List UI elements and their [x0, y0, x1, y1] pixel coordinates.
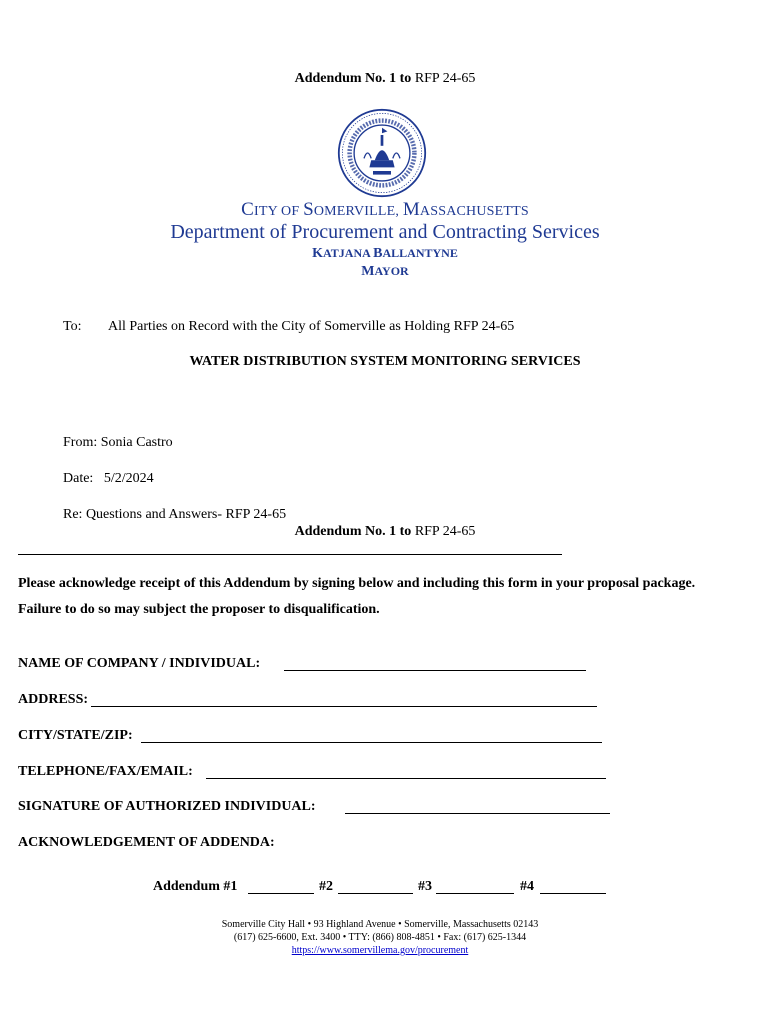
footer-address: Somerville City Hall • 93 Highland Avenue • Somerville, Massachusetts 02143 — [221, 919, 539, 930]
mayor-title-text: AYOR — [374, 264, 409, 278]
mayor-title — [0, 264, 770, 280]
telephone-field-line[interactable] — [206, 778, 606, 779]
to-label: To: — [63, 319, 82, 334]
city-text-ity-of: ITY OF — [253, 204, 304, 219]
city-state-zip-field-line[interactable] — [141, 742, 602, 743]
city-text-omerville: OMERVILLE, — [313, 204, 403, 219]
memo-addendum — [0, 524, 770, 540]
header-addendum-label: Addendum No. 1 to — [294, 71, 412, 86]
company-field-label: NAME OF COMPANY / INDIVIDUAL: — [18, 656, 261, 671]
city-of-somerville-seal-icon — [337, 108, 427, 198]
mayor-text-atjana: ATJANA — [323, 246, 374, 260]
memo-rfp-ref: RFP 24-65 — [414, 524, 476, 539]
telephone-field-label: TELEPHONE/FAX/EMAIL: — [18, 764, 193, 779]
department-name: Department of Procurement and Contracting Services — [170, 221, 600, 243]
memo-addendum-label: Addendum No. 1 to — [294, 524, 412, 539]
addendum-1-label: Addendum #1 — [153, 879, 238, 894]
city-initial-c: C — [241, 199, 254, 220]
mayor-initial-k: K — [312, 246, 324, 261]
addendum-1-line[interactable] — [248, 893, 314, 894]
footer — [100, 918, 660, 957]
to-value: All Parties on Record with the City of Somerville as Holding RFP 24-65 — [108, 319, 515, 334]
footer-procurement-link[interactable]: https://www.somervillema.gov/procurement — [291, 945, 469, 956]
city-state-zip-field-label: CITY/STATE/ZIP: — [18, 728, 133, 743]
addendum-2-label: #2 — [319, 879, 333, 894]
address-field-label: ADDRESS: — [18, 692, 89, 707]
divider-rule — [18, 554, 562, 555]
date-value: 5/2/2024 — [103, 471, 154, 486]
footer-phone: (617) 625-6600, Ext. 3400 • TTY: (866) 808-4851 • Fax: (617) 625-1344 — [233, 932, 527, 943]
mayor-initial-b: B — [373, 246, 383, 261]
acknowledge-instruction: Please acknowledge receipt of this Addendum by signing below and including this form in your proposal package. — [18, 576, 696, 591]
city-name — [0, 199, 770, 221]
mayor-name — [0, 246, 770, 262]
city-initial-s: S — [303, 199, 314, 220]
signature-field-label: SIGNATURE OF AUTHORIZED INDIVIDUAL: — [18, 799, 316, 814]
city-text-assachusetts: ASSACHUSETTS — [419, 204, 529, 219]
company-field-line[interactable] — [284, 670, 586, 671]
rfp-subject: WATER DISTRIBUTION SYSTEM MONITORING SERVICES — [189, 354, 581, 369]
addendum-3-line[interactable] — [436, 893, 514, 894]
address-field-line[interactable] — [91, 706, 597, 707]
ack-addenda-label: ACKNOWLEDGEMENT OF ADDENDA: — [18, 835, 275, 850]
city-initial-m: M — [402, 199, 420, 220]
memo-date — [63, 471, 154, 487]
addendum-4-line[interactable] — [540, 893, 606, 894]
mayor-text-allantyne: ALLANTYNE — [382, 246, 458, 260]
mayor-title-initial: M — [361, 264, 375, 279]
addendum-3-label: #3 — [418, 879, 432, 894]
date-label: Date: — [63, 471, 94, 486]
disqualification-warning: Failure to do so may subject the proposer to disqualification. — [18, 602, 380, 617]
header-addendum — [0, 71, 770, 87]
addendum-2-line[interactable] — [338, 893, 413, 894]
header-rfp-ref: RFP 24-65 — [414, 71, 476, 86]
signature-field-line[interactable] — [345, 813, 610, 814]
memo-re: Re: Questions and Answers- RFP 24-65 — [63, 507, 287, 522]
addendum-4-label: #4 — [520, 879, 534, 894]
memo-from: From: Sonia Castro — [63, 435, 173, 450]
